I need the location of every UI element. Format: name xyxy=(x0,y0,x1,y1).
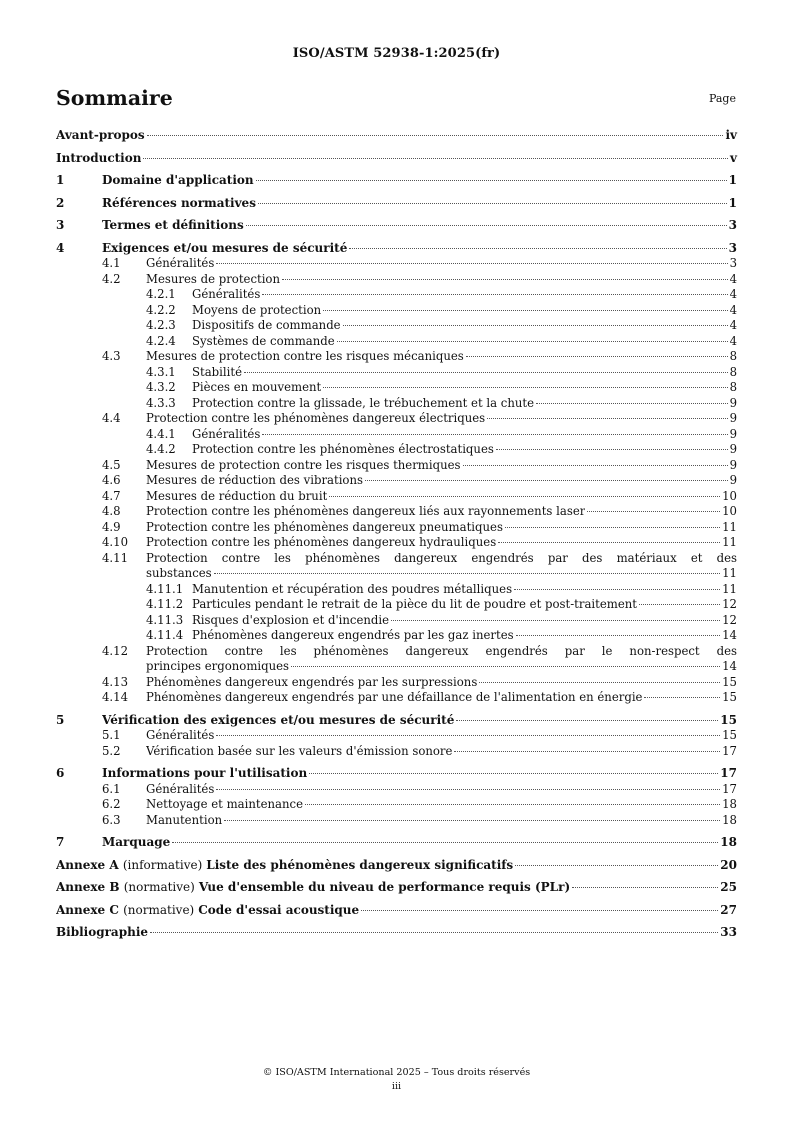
toc-entry-annex-b[interactable]: Annexe B (normative) Vue d'ensemble du niveau de performance requis (PLr) 25 xyxy=(56,880,737,894)
toc-entry-4-11[interactable]: 4.11 Protection contre les phénomènes dangereux engendrés par des matériaux et des substances 11 xyxy=(102,550,737,580)
toc-entry-6-2[interactable]: 6.2 Nettoyage et maintenance 18 xyxy=(102,797,737,811)
toc-entry-bibliography[interactable]: Bibliographie 33 xyxy=(56,925,737,939)
toc-entry-4-5[interactable]: 4.5 Mesures de protection contre les risques thermiques 9 xyxy=(102,457,737,472)
toc-entry-6-3[interactable]: 6.3 Manutention 18 xyxy=(102,812,737,827)
toc-entry-4-9[interactable]: 4.9 Protection contre les phénomènes dangereux pneumatiques 11 xyxy=(102,519,737,534)
toc-entry-4-11-1[interactable]: 4.11.1 Manutention et récupération des poudres métalliques 11 xyxy=(146,581,737,596)
toc-entry-2[interactable]: 2 Références normatives 1 xyxy=(56,195,737,210)
page-title: Sommaire xyxy=(56,86,173,110)
toc-entry-4-3-1[interactable]: 4.3.1 Stabilité 8 xyxy=(146,364,737,379)
toc-entry-4-8[interactable]: 4.8 Protection contre les phénomènes dangereux liés aux rayonnements laser 10 xyxy=(102,504,737,518)
toc-entry-annex-c[interactable]: Annexe C (normative) Code d'essai acoustique 27 xyxy=(56,902,737,917)
toc-entry-4-3-2[interactable]: 4.3.2 Pièces en mouvement 8 xyxy=(146,380,737,394)
toc-entry-4-2[interactable]: 4.2 Mesures de protection 4 xyxy=(102,271,737,286)
toc-entry-5-1[interactable]: 5.1 Généralités 15 xyxy=(102,728,737,742)
toc-entry-4-2-3[interactable]: 4.2.3 Dispositifs de commande 4 xyxy=(146,318,737,332)
toc-entry-7[interactable]: 7 Marquage 18 xyxy=(56,835,737,849)
toc-entry-1[interactable]: 1 Domaine d'application 1 xyxy=(56,173,737,187)
toc-entry-4-11-4[interactable]: 4.11.4 Phénomènes dangereux engendrés par les gaz inertes 14 xyxy=(146,628,737,642)
toc-entry-4-6[interactable]: 4.6 Mesures de réduction des vibrations 9 xyxy=(102,473,737,487)
toc-entry-6-1[interactable]: 6.1 Généralités 17 xyxy=(102,781,737,796)
toc-entry-4-11-2[interactable]: 4.11.2 Particules pendant le retrait de la pièce du lit de poudre et post-traitement 12 xyxy=(146,597,737,611)
copyright-notice: © ISO/ASTM International 2025 – Tous droits réservés xyxy=(262,1067,531,1078)
table-of-contents xyxy=(56,128,737,941)
document-header: ISO/ASTM 52938-1:2025(fr) xyxy=(292,46,501,61)
toc-entry-introduction[interactable]: Introduction v xyxy=(56,150,737,165)
toc-entry-4-4-1[interactable]: 4.4.1 Généralités 9 xyxy=(146,426,737,441)
toc-entry-annex-a[interactable]: Annexe A (informative) Liste des phénomènes dangereux significatifs 20 xyxy=(56,857,737,872)
toc-entry-4-14[interactable]: 4.14 Phénomènes dangereux engendrés par une défaillance de l'alimentation en énergie 15 xyxy=(102,690,737,704)
toc-entry-foreword[interactable]: Avant-propos iv xyxy=(56,128,737,142)
toc-entry-4-2-4[interactable]: 4.2.4 Systèmes de commande 4 xyxy=(146,333,737,348)
page-footer xyxy=(0,1066,793,1094)
toc-entry-4-3-3[interactable]: 4.3.3 Protection contre la glissade, le trébuchement et la chute 9 xyxy=(146,395,737,410)
toc-entry-4-4[interactable]: 4.4 Protection contre les phénomènes dangereux électriques 9 xyxy=(102,411,737,425)
toc-entry-4-1[interactable]: 4.1 Généralités 3 xyxy=(102,256,737,270)
toc-entry-3[interactable]: 3 Termes et définitions 3 xyxy=(56,218,737,232)
toc-entry-4-12[interactable]: 4.12 Protection contre les phénomènes dangereux engendrés par le non-respect des principes ergonomiques 14 xyxy=(102,643,737,673)
toc-entry-4[interactable]: 4 Exigences et/ou mesures de sécurité 3 xyxy=(56,240,737,255)
page-number: iii xyxy=(391,1081,402,1092)
toc-entry-4-4-2[interactable]: 4.4.2 Protection contre les phénomènes électrostatiques 9 xyxy=(146,442,737,456)
toc-entry-4-13[interactable]: 4.13 Phénomènes dangereux engendrés par les surpressions 15 xyxy=(102,674,737,689)
toc-entry-4-11-3[interactable]: 4.11.3 Risques d'explosion et d'incendie 12 xyxy=(146,612,737,627)
toc-entry-4-7[interactable]: 4.7 Mesures de réduction du bruit 10 xyxy=(102,488,737,503)
toc-entry-4-10[interactable]: 4.10 Protection contre les phénomènes dangereux hydrauliques 11 xyxy=(102,535,737,549)
page-column-label: Page xyxy=(708,92,736,105)
toc-entry-5[interactable]: 5 Vérification des exigences et/ou mesures de sécurité 15 xyxy=(56,712,737,727)
toc-entry-4-3[interactable]: 4.3 Mesures de protection contre les risques mécaniques 8 xyxy=(102,349,737,363)
toc-entry-6[interactable]: 6 Informations pour l'utilisation 17 xyxy=(56,766,737,780)
toc-entry-4-2-2[interactable]: 4.2.2 Moyens de protection 4 xyxy=(146,302,737,317)
toc-entry-5-2[interactable]: 5.2 Vérification basée sur les valeurs d'émission sonore 17 xyxy=(102,743,737,758)
toc-entry-4-2-1[interactable]: 4.2.1 Généralités 4 xyxy=(146,287,737,301)
